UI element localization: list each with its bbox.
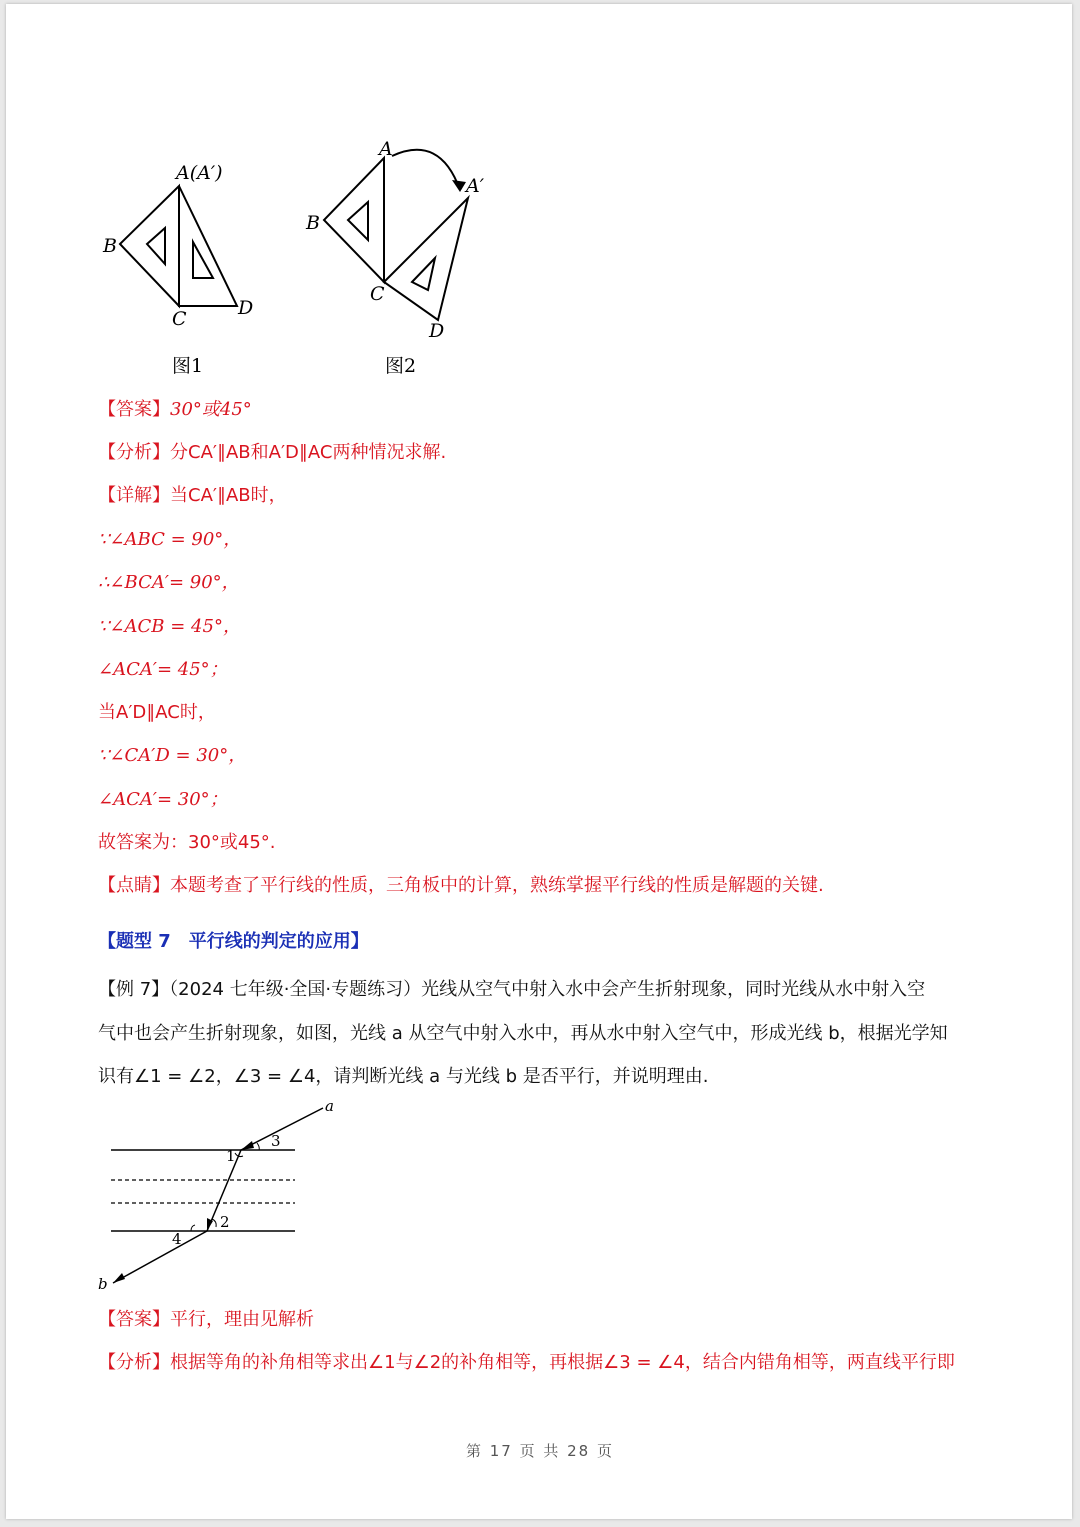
comment-line (98, 874, 824, 898)
detail-tag: 【详解】 (98, 485, 170, 506)
comment-tag: 【点睛】 (98, 875, 170, 896)
analysis-text: 分CA′∥AB和A′D∥AC两种情况求解. (170, 442, 447, 463)
fig3-label-b: b (98, 1275, 108, 1293)
fig3-label-a: a (325, 1097, 334, 1115)
figure-1-triangles (95, 160, 275, 320)
fig2-label-d: D (429, 320, 445, 342)
fig2-label-b: B (306, 212, 320, 234)
answer-tag: 【答案】 (98, 399, 170, 420)
fig1-label-b: B (103, 235, 117, 257)
fig3-label-2: 2 (220, 1213, 230, 1231)
fig1-caption: 图1 (172, 355, 204, 377)
detail-line (98, 484, 287, 508)
example-line-2: 气中也会产生折射现象，如图，光线 a 从空气中射入水中，再从水中射入空气中，形成光线 b，根据光学知 (98, 1023, 948, 1044)
fig1-label-c: C (172, 308, 187, 330)
fig2-label-a-prime: A′ (466, 175, 485, 197)
analysis-line (98, 441, 446, 465)
step-4: ∠ACA′= 45°； (98, 659, 228, 680)
fig1-label-a: A(A′) (176, 162, 223, 184)
answer-value: 30°或45° (170, 399, 252, 420)
step-2: ∴∠BCA′= 90°， (98, 572, 240, 593)
detail-text: 当CA′∥AB时， (170, 485, 287, 506)
fig1-label-d: D (238, 297, 254, 319)
example-line-3: 识有∠1 = ∠2，∠3 = ∠4，请判断光线 a 与光线 b 是否平行，并说明理由. (98, 1066, 709, 1087)
figure-2-rotation (300, 140, 500, 340)
answer2-text: 平行，理由见解析 (170, 1309, 314, 1330)
step-5: 当A′D∥AC时， (98, 702, 216, 723)
analysis-tag: 【分析】 (98, 442, 170, 463)
fig2-caption: 图2 (385, 355, 417, 377)
answer2-tag: 【答案】 (98, 1309, 170, 1330)
section-heading: 【题型 7 平行线的判定的应用】 (98, 931, 369, 952)
comment-text: 本题考查了平行线的性质，三角板中的计算，熟练掌握平行线的性质是解题的关键. (170, 875, 824, 896)
answer2-line (98, 1308, 314, 1332)
analysis2-text: 根据等角的补角相等求出∠1与∠2的补角相等，再根据∠3 = ∠4，结合内错角相等，两直线平行即 (170, 1352, 955, 1373)
answer-line (98, 398, 252, 422)
step-1: ∵∠ABC = 90°， (98, 529, 242, 550)
fig3-label-3: 3 (271, 1132, 281, 1150)
fig3-label-4: 4 (172, 1230, 182, 1248)
analysis2-tag: 【分析】 (98, 1352, 170, 1373)
example-line-1: 【例 7】（2024 七年级·全国·专题练习）光线从空气中射入水中会产生折射现象，同时光线从水中射入空 (98, 979, 926, 1000)
figure-3-refraction (95, 1095, 355, 1295)
step-7: ∠ACA′= 30°； (98, 789, 228, 810)
analysis2-line (98, 1351, 955, 1375)
fig3-label-1: 1 (226, 1147, 236, 1165)
fig2-label-a: A (379, 138, 393, 160)
step-6: ∵∠CA′D = 30°， (98, 745, 247, 766)
fig2-label-c: C (370, 283, 385, 305)
final-answer: 故答案为：30°或45°. (98, 832, 276, 853)
step-3: ∵∠ACB = 45°， (98, 616, 241, 637)
page-footer: 第 17 页 共 28 页 (465, 1442, 614, 1460)
